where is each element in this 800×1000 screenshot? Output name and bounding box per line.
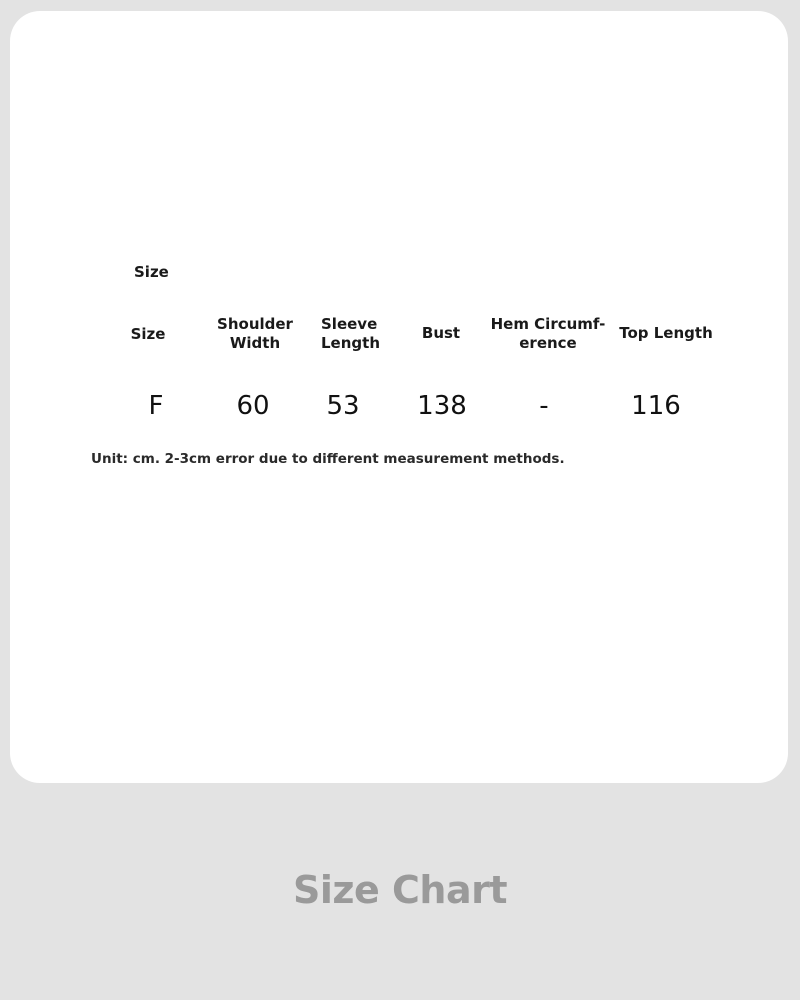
table-cell-size: F (148, 391, 164, 421)
table-cell-top-length: 116 (631, 391, 681, 421)
table-cell-bust: 138 (417, 391, 467, 421)
column-header-shoulder-width: Shoulder Width (217, 315, 293, 352)
size-chart-title: Size Chart (292, 868, 507, 912)
column-header-top-length: Top Length (619, 324, 713, 342)
size-section-label: Size (134, 263, 169, 281)
measurement-note: Unit: cm. 2-3cm error due to different measurement methods. (91, 451, 565, 467)
column-header-bust: Bust (421, 324, 461, 342)
size-chart-card (10, 11, 788, 783)
table-cell-shoulder-width: 60 (236, 391, 270, 421)
column-header-size: Size (130, 325, 166, 343)
table-cell-hem-circumference: - (539, 391, 549, 421)
column-header-sleeve-length: Sleeve Length (321, 315, 380, 352)
table-cell-sleeve-length: 53 (326, 391, 360, 421)
column-header-hem-circumference: Hem Circumf- erence (490, 315, 606, 352)
